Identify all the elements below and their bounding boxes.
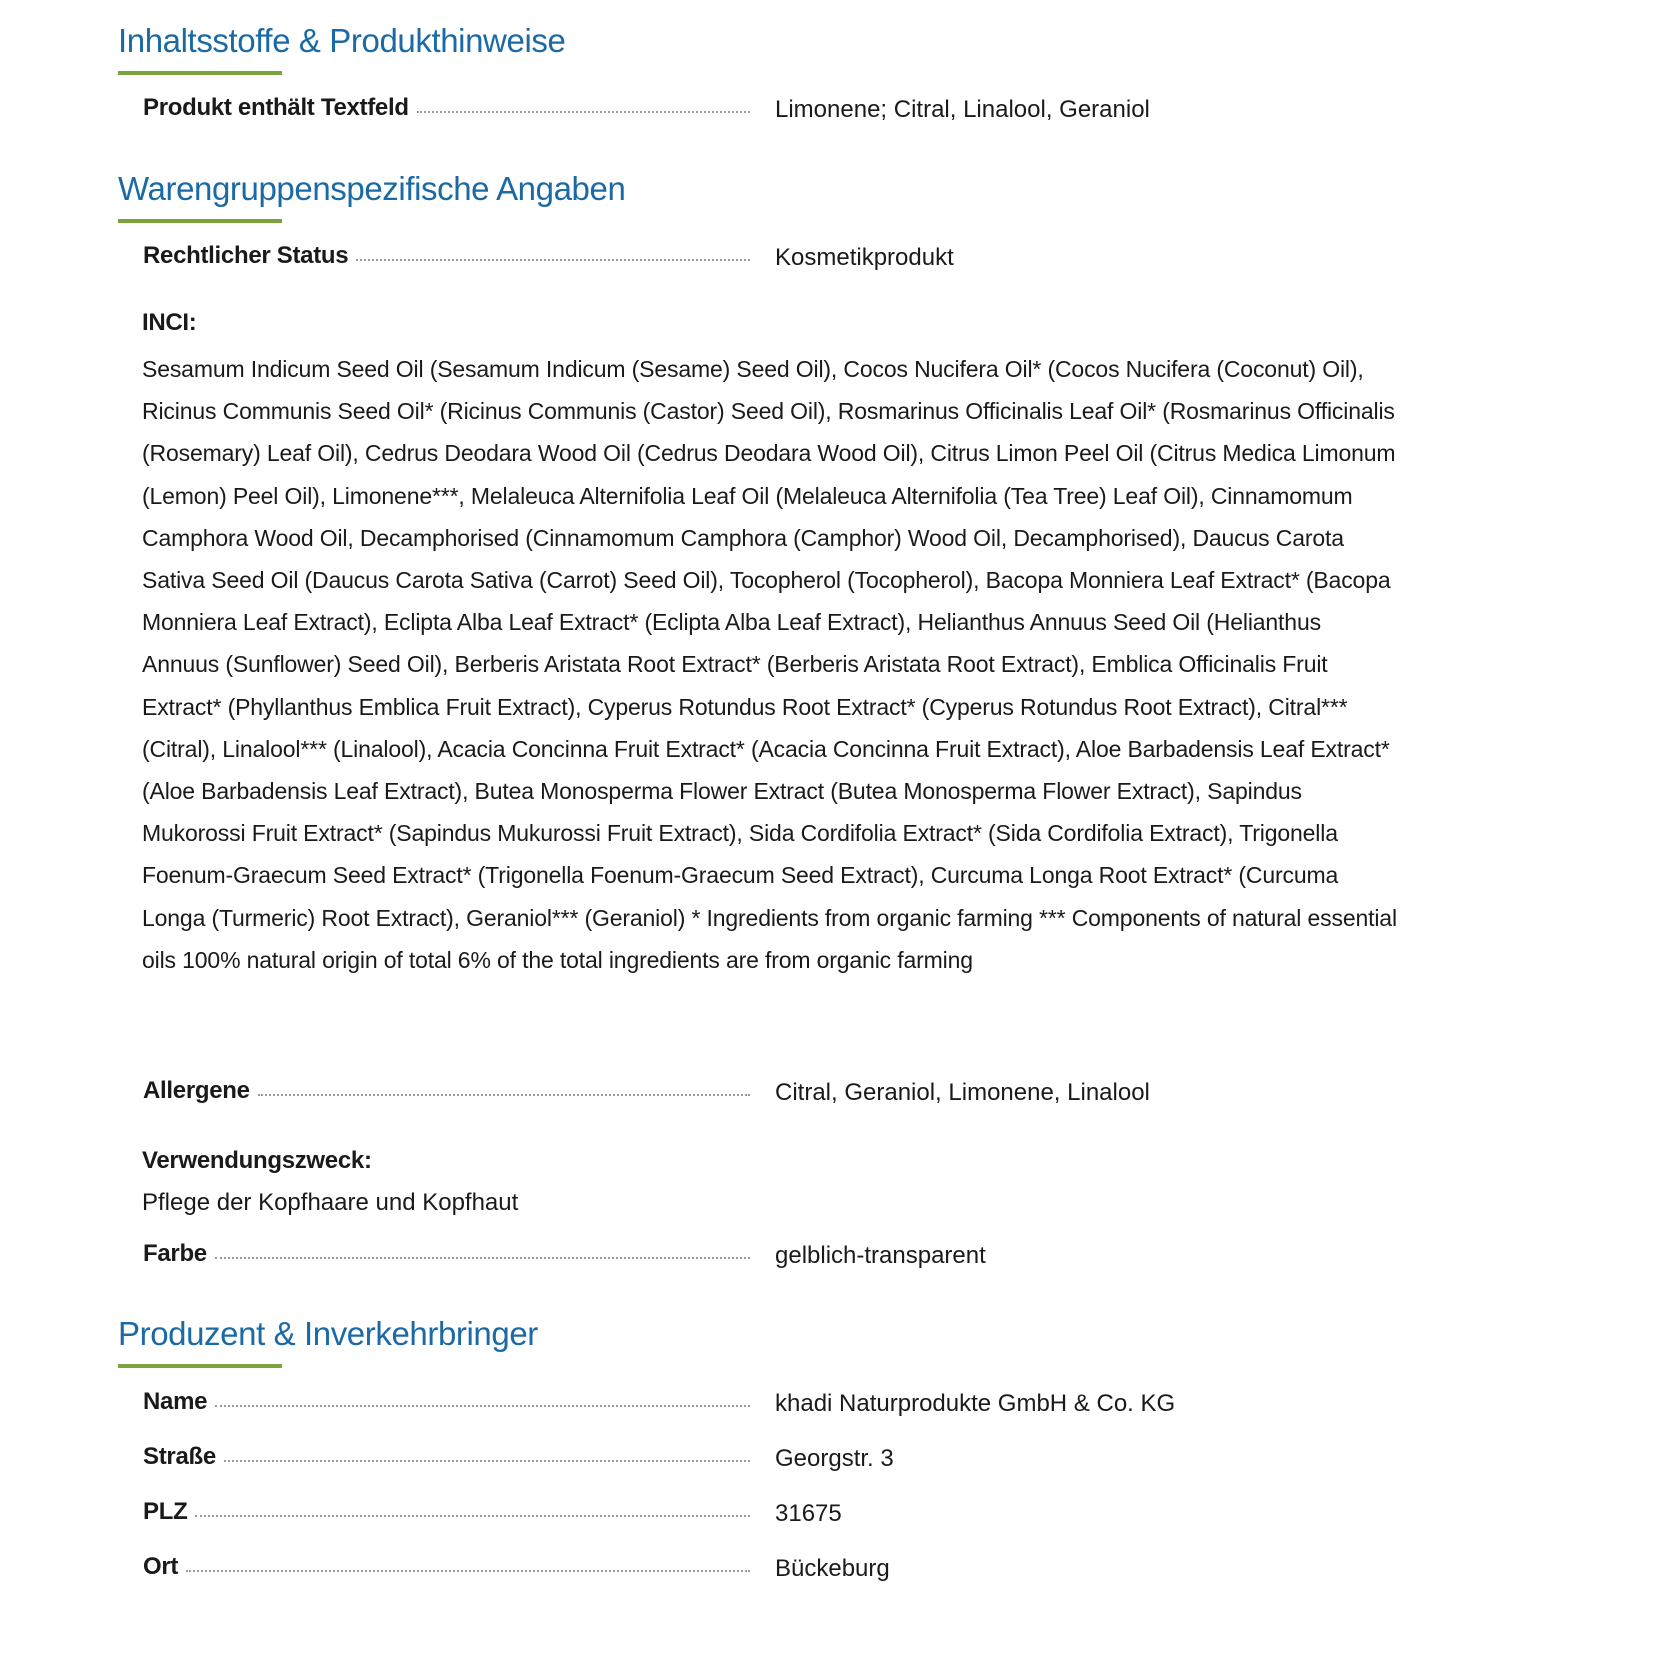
row-label: Farbe <box>143 1240 207 1267</box>
section-underline <box>118 1364 282 1368</box>
section-underline <box>118 219 282 223</box>
dot-leader <box>258 1094 750 1096</box>
row-label: Produkt enthält Textfeld <box>143 94 409 121</box>
row-label: Allergene <box>143 1077 250 1104</box>
purpose-label: Verwendungszweck: <box>142 1147 372 1174</box>
row-value: gelblich-transparent <box>775 1242 986 1269</box>
row-label: Rechtlicher Status <box>143 242 349 269</box>
row-allergens <box>143 1077 1243 1111</box>
row-producer-name <box>143 1388 1243 1422</box>
dot-leader <box>215 1257 750 1259</box>
dot-leader <box>224 1460 750 1462</box>
row-value: Kosmetikprodukt <box>775 244 954 271</box>
row-producer-street <box>143 1443 1243 1477</box>
row-label: Straße <box>143 1443 216 1470</box>
row-producer-zip <box>143 1498 1243 1532</box>
row-label: PLZ <box>143 1498 188 1525</box>
inci-text: Sesamum Indicum Seed Oil (Sesamum Indicum (Sesame) Seed Oil), Cocos Nucifera Oil* (Cocos Nucifera (Coconut) Oil), Ricinus Communis Seed Oil* (Ricinus Communis (Castor) Seed Oil), Rosmarinus Officinalis Leaf Oil* (Rosmarinus Officinalis (Rosemary) Leaf Oil), Cedrus Deodara Wood Oil (Cedrus Deodara Wood Oil), Citrus Limon Peel Oil (Citrus Medica Limonum (Lemon) Peel Oil), Limonene***, Melaleuca Alternifolia Leaf Oil (Melaleuca Alternifolia (Tea Tree) Leaf Oil), Cinnamomum Camphora Wood Oil, Decamphorised (Cinnamomum Camphora (Camphor) Wood Oil, Decamphorised), Daucus Carota Sativa Seed Oil (Daucus Carota Sativa (Carrot) Seed Oil), Tocopherol (Tocopherol), Bacopa Monniera Leaf Extract* (Bacopa Monniera Leaf Extract), Eclipta Alba Leaf Extract* (Eclipta Alba Leaf Extract), Helianthus Annuus Seed Oil (Helianthus Annuus (Sunflower) Seed Oil), Berberis Aristata Root Extract* (Berberis Aristata Root Extract), Emblica Officinalis Fruit Extract* (Phyllanthus Emblica Fruit Extract), Cyperus Rotundus Root Extract* (Cyperus Rotundus Root Extract), Citral*** (Citral), Linalool*** (Linalool), Acacia Concinna Fruit Extract* (Acacia Concinna Fruit Extract), Aloe Barbadensis Leaf Extract* (Aloe Barbadensis Leaf Extract), Butea Monosperma Flower Extract (Butea Monosperma Flower Extract), Sapindus Mukorossi Fruit Extract* (Sapindus Mukurossi Fruit Extract), Sida Cordifolia Extract* (Sida Cordifolia Extract), Trigonella Foenum-Graecum Seed Extract* (Trigonella Foenum-Graecum Seed Extract), Curcuma Longa Root Extract* (Curcuma Longa (Turmeric) Root Extract), Geraniol*** (Geraniol) * Ingredients from organic farming *** Components of natural essential oils 100% natural origin of total 6% of the total ingredients are from organic farming <box>142 356 1397 973</box>
row-product-contains <box>143 94 1243 128</box>
purpose-text: Pflege der Kopfhaare und Kopfhaut <box>142 1189 519 1216</box>
row-label: Name <box>143 1388 208 1415</box>
dot-leader <box>356 259 750 261</box>
row-value: Bückeburg <box>775 1555 890 1582</box>
section-title-ingredients: Inhaltsstoffe & Produkthinweise <box>118 22 566 59</box>
dot-leader <box>195 1515 750 1517</box>
section-underline <box>118 71 282 75</box>
dot-leader <box>417 111 750 113</box>
row-value: Limonene; Citral, Linalool, Geraniol <box>775 96 1150 123</box>
section-title-producer: Produzent & Inverkehrbringer <box>118 1315 538 1352</box>
row-value: 31675 <box>775 1500 842 1527</box>
inci-label: INCI: <box>142 309 197 336</box>
dot-leader <box>186 1570 750 1572</box>
section-title-product-group: Warengruppenspezifische Angaben <box>118 170 626 207</box>
row-label: Ort <box>143 1553 179 1580</box>
dot-leader <box>215 1405 750 1407</box>
row-value: Citral, Geraniol, Limonene, Linalool <box>775 1079 1150 1106</box>
row-value: khadi Naturprodukte GmbH & Co. KG <box>775 1390 1176 1417</box>
row-color <box>143 1240 1243 1274</box>
row-producer-city <box>143 1553 1243 1587</box>
row-value: Georgstr. 3 <box>775 1445 894 1472</box>
row-legal-status <box>143 242 1243 276</box>
